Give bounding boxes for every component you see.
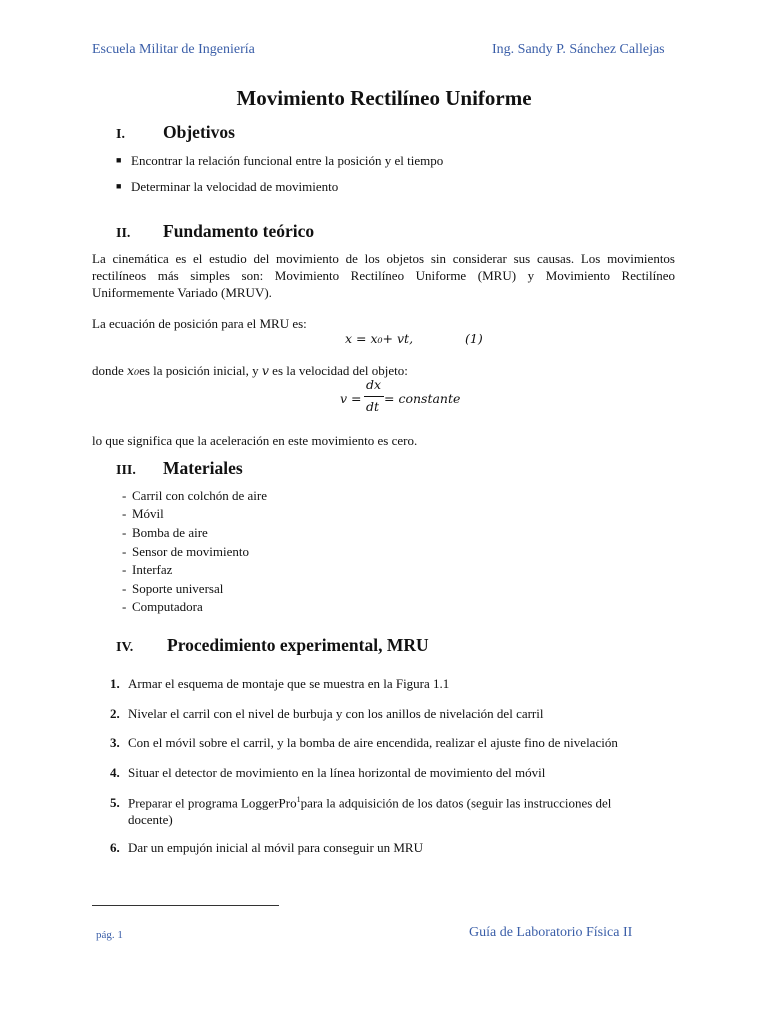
- step-number: 5.: [110, 795, 120, 810]
- section-title: Fundamento teórico: [163, 221, 315, 241]
- header-author: Ing. Sandy P. Sánchez Callejas: [492, 42, 665, 57]
- step-text-part: para la adquisición de los datos (seguir las instrucciones del: [300, 795, 612, 811]
- material-item: Carril con colchón de aire: [132, 488, 267, 503]
- step-text: Dar un empujón inicial al móvil para conseguir un MRU: [128, 840, 423, 855]
- initial-position-symbol: x₀: [127, 363, 140, 378]
- section-number: I.: [116, 127, 125, 142]
- material-item: Bomba de aire: [132, 525, 208, 540]
- step-text: Nivelar el carril con el nivel de burbuja y con los anillos de nivelación del carril: [128, 706, 544, 721]
- step-number: 4.: [110, 765, 120, 780]
- section-number: II.: [116, 226, 131, 241]
- equation-velocity-numerator: dx: [366, 377, 382, 392]
- objective-item: Determinar la velocidad de movimiento: [131, 179, 339, 194]
- material-item: Móvil: [132, 506, 164, 521]
- footnote-separator: [92, 905, 279, 906]
- bullet-icon: ■: [116, 181, 122, 191]
- step-number: 1.: [110, 676, 120, 691]
- equation-intro: La ecuación de posición para el MRU es:: [92, 316, 307, 331]
- footnote-ref: 1: [296, 795, 301, 804]
- step-number: 3.: [110, 735, 120, 750]
- step-text: Situar el detector de movimiento en la línea horizontal de movimiento del móvil: [128, 765, 546, 780]
- dash-marker: -: [122, 562, 127, 577]
- section-title: Materiales: [163, 458, 243, 478]
- objective-item: Encontrar la relación funcional entre la posición y el tiempo: [131, 153, 444, 168]
- section-title: Objetivos: [163, 122, 235, 142]
- bullet-icon: ■: [116, 155, 122, 165]
- material-item: Interfaz: [132, 562, 173, 577]
- step-text-continued: docente): [128, 812, 173, 827]
- fraction-bar: [364, 396, 384, 397]
- section-number: III.: [116, 463, 136, 478]
- where-text: es la posición inicial, y: [139, 363, 262, 378]
- dash-marker: -: [122, 544, 127, 559]
- theory-line: Uniformemente Variado (MRUV).: [92, 285, 272, 300]
- theory-conclusion: lo que significa que la aceleración en este movimiento es cero.: [92, 433, 418, 448]
- step-text: Con el móvil sobre el carril, y la bomba de aire encendida, realizar el ajuste fino de nivelación: [128, 735, 618, 750]
- dash-marker: -: [122, 506, 127, 521]
- header-school: Escuela Militar de Ingeniería: [92, 42, 255, 57]
- where-text: es la velocidad del objeto:: [268, 363, 408, 378]
- step-number: 2.: [110, 706, 120, 721]
- footer-guide: Guía de Laboratorio Física II: [469, 925, 633, 940]
- dash-marker: -: [122, 488, 127, 503]
- equation-velocity-lhs: v =: [340, 391, 362, 406]
- equation-position: x = x₀+ vt,: [345, 331, 414, 346]
- material-item: Computadora: [132, 599, 203, 614]
- equation-velocity-rhs: = constante: [384, 391, 461, 406]
- theory-line: La cinemática es el estudio del movimiento de los objetos sin considerar sus causas. Los movimientos: [92, 251, 675, 266]
- equation-number: (1): [465, 331, 483, 346]
- where-line: [92, 363, 408, 379]
- dash-marker: -: [122, 525, 127, 540]
- equation-velocity-denominator: dt: [366, 399, 380, 414]
- velocity-symbol: v: [261, 363, 269, 378]
- section-title: Procedimiento experimental, MRU: [167, 635, 429, 655]
- theory-line: rectilíneos más simples son: Movimiento Rectilíneo Uniforme (MRU) y Movimiento Rectilíneo: [92, 268, 675, 283]
- material-item: Soporte universal: [132, 581, 224, 596]
- dash-marker: -: [122, 599, 127, 614]
- step-text: [128, 795, 611, 811]
- document-title: Movimiento Rectilíneo Uniforme: [236, 86, 532, 110]
- dash-marker: -: [122, 581, 127, 596]
- step-text-part: Preparar el programa LoggerPro: [128, 795, 297, 811]
- section-number: IV.: [116, 640, 134, 655]
- where-text: donde: [92, 363, 128, 378]
- page-number: pág. 1: [96, 929, 123, 941]
- step-number: 6.: [110, 840, 120, 855]
- material-item: Sensor de movimiento: [132, 544, 249, 559]
- step-text: Armar el esquema de montaje que se muestra en la Figura 1.1: [128, 676, 450, 691]
